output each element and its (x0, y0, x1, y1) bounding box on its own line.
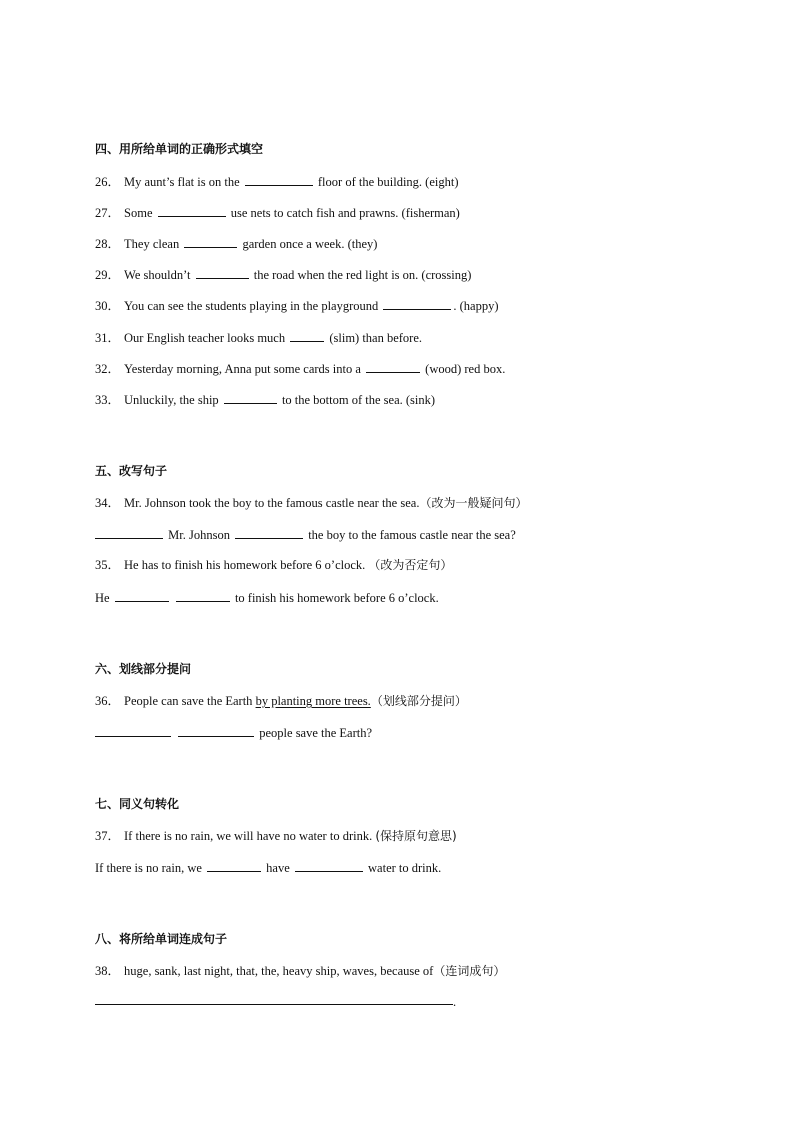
question-text: . (happy) (453, 299, 499, 313)
question-text: garden once a week. (they) (242, 237, 378, 251)
answer-text: water to drink. (368, 861, 442, 875)
question-number: 33． (95, 393, 121, 407)
question-36-answer (95, 724, 372, 741)
section-8-title: 八、将所给单词连成句子 (95, 932, 228, 946)
question-29 (95, 266, 471, 283)
answer-blank[interactable] (196, 266, 249, 279)
question-text: Some (124, 206, 153, 220)
question-31 (95, 329, 422, 346)
question-hint: (保持原句意思) (375, 829, 457, 843)
question-hint: （划线部分提问） (370, 694, 467, 708)
answer-text: have (266, 861, 290, 875)
section-6-title: 六、划线部分提问 (95, 662, 192, 676)
question-text: (wood) red box. (425, 362, 506, 376)
answer-text: He (95, 591, 110, 605)
question-hint: （改为一般疑问句） (419, 496, 528, 510)
answer-text: If there is no rain, we (95, 861, 202, 875)
answer-blank[interactable] (290, 329, 324, 342)
answer-blank[interactable] (95, 526, 163, 539)
question-number: 26． (95, 175, 121, 189)
question-number: 37． (95, 829, 121, 843)
question-text: You can see the students playing in the playground (124, 299, 379, 313)
section-7-title: 七、同义句转化 (95, 797, 180, 811)
answer-text: Mr. Johnson (168, 528, 230, 542)
answer-blank[interactable] (95, 724, 171, 737)
answer-blank[interactable] (176, 589, 230, 602)
question-number: 31． (95, 331, 121, 345)
question-text: (slim) than before. (329, 331, 423, 345)
question-34 (95, 495, 527, 511)
question-35 (95, 557, 452, 573)
answer-blank[interactable] (295, 859, 363, 872)
answer-blank[interactable] (366, 360, 420, 373)
question-hint: （连词成句） (433, 964, 506, 978)
question-text: Our English teacher looks much (124, 331, 286, 345)
question-number: 38． (95, 964, 121, 978)
question-text: use nets to catch fish and prawns. (fisherman) (230, 206, 460, 220)
question-38 (95, 963, 505, 979)
answer-text: to finish his homework before 6 o’clock. (234, 591, 439, 605)
question-text: Unluckily, the ship (124, 393, 219, 407)
answer-end-period: . (453, 995, 457, 1009)
answer-blank[interactable] (383, 297, 451, 310)
question-text: My aunt’s flat is on the (124, 175, 240, 189)
question-30 (95, 297, 499, 314)
question-text: He has to finish his homework before 6 o’clock. (124, 558, 369, 572)
question-number: 27． (95, 206, 121, 220)
question-33 (95, 391, 435, 408)
question-26 (95, 173, 459, 190)
underlined-phrase: by planting more trees. (255, 694, 371, 708)
answer-blank[interactable] (224, 391, 277, 404)
question-text: the road when the red light is on. (crossing) (253, 268, 472, 282)
question-37-answer (95, 859, 441, 876)
question-36 (95, 693, 467, 709)
section-4-title: 四、用所给单词的正确形式填空 (95, 142, 264, 156)
question-34-answer (95, 526, 516, 543)
answer-blank[interactable] (207, 859, 261, 872)
question-text: They clean (124, 237, 180, 251)
question-text: to the bottom of the sea. (sink) (281, 393, 436, 407)
answer-blank[interactable] (235, 526, 303, 539)
answer-blank-long[interactable] (95, 1004, 453, 1005)
question-number: 32． (95, 362, 121, 376)
answer-blank[interactable] (158, 204, 226, 217)
answer-blank[interactable] (245, 173, 313, 186)
question-text: If there is no rain, we will have no water to drink. (124, 829, 376, 843)
question-27 (95, 204, 460, 221)
question-text: Mr. Johnson took the boy to the famous castle near the sea. (124, 496, 420, 510)
answer-blank[interactable] (178, 724, 254, 737)
question-number: 28． (95, 237, 121, 251)
section-5-title: 五、改写句子 (95, 464, 168, 478)
question-text: floor of the building. (eight) (317, 175, 459, 189)
question-35-answer (95, 589, 439, 606)
question-text: Yesterday morning, Anna put some cards into a (124, 362, 361, 376)
question-number: 34． (95, 496, 121, 510)
question-text: We shouldn’t (124, 268, 191, 282)
question-text: People can save the Earth (124, 694, 256, 708)
answer-text: the boy to the famous castle near the sea? (308, 528, 516, 542)
question-number: 36． (95, 694, 121, 708)
question-hint: （改为否定句） (368, 558, 453, 572)
question-28 (95, 235, 377, 252)
answer-blank[interactable] (184, 235, 237, 248)
answer-text: people save the Earth? (259, 726, 373, 740)
question-number: 29． (95, 268, 121, 282)
question-text: huge, sank, last night, that, the, heavy ship, waves, because of (124, 964, 434, 978)
answer-blank[interactable] (115, 589, 169, 602)
question-37 (95, 828, 457, 844)
question-32 (95, 360, 505, 377)
question-number: 35． (95, 558, 121, 572)
question-number: 30． (95, 299, 121, 313)
